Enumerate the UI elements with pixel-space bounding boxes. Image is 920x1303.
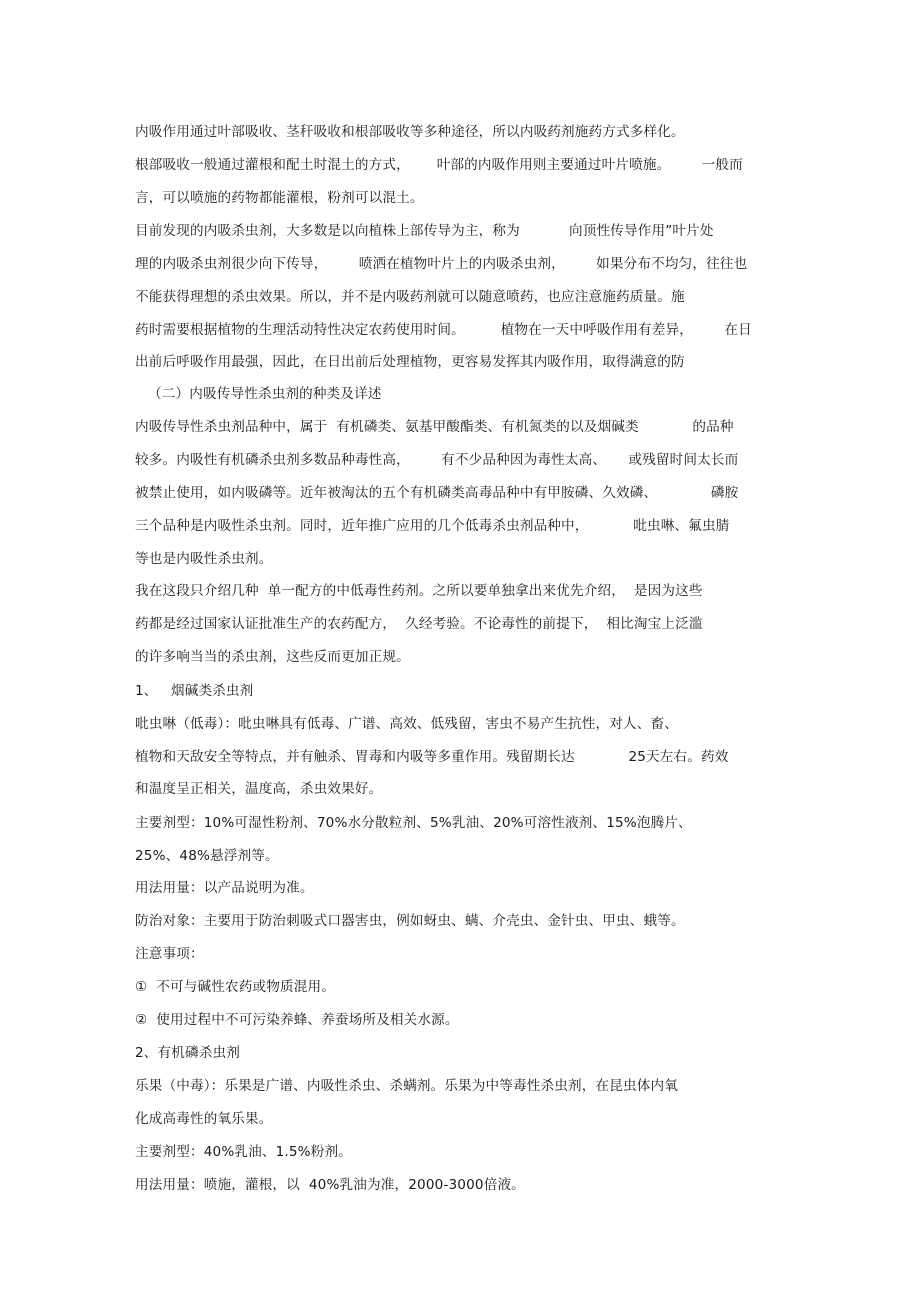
section-heading: （二）内吸传导性杀虫剂的种类及详述 [148, 386, 382, 402]
list-item: ① 不可与碱性农药或物质混用。 [135, 979, 335, 995]
paragraph-line: 我在这段只介绍几种 单一配方的中低毒性药剂。之所以要单独拿出来优先介绍， 是因为这些 [135, 583, 703, 599]
paragraph-line: 注意事项： [135, 946, 204, 962]
paragraph-line: 被禁止使用，如内吸磷等。近年被淘汰的五个有机磷类高毒品种中有甲胺磷、久效磷、 磷胺 [135, 485, 739, 501]
paragraph-line: 出前后呼吸作用最强，因此，在日出前后处理植物，更容易发挥其内吸作用，取得满意的防 [135, 354, 685, 370]
paragraph-line: 内吸作用通过叶部吸收、茎秆吸收和根部吸收等多种途径，所以内吸药剂施药方式多样化。 [135, 124, 685, 140]
paragraph-line: 三个品种是内吸性杀虫剂。同时，近年推广应用的几个低毒杀虫剂品种中， 吡虫啉、氟虫腈 [135, 518, 730, 534]
paragraph-line: 用法用量：喷施，灌根，以 40%乳油为准，2000-3000倍液。 [135, 1177, 525, 1193]
paragraph-line: 25%、48%悬浮剂等。 [135, 848, 279, 864]
paragraph-line: 的许多响当当的杀虫剂，这些反而更加正规。 [135, 649, 410, 665]
paragraph-line: 和温度呈正相关，温度高，杀虫效果好。 [135, 781, 383, 797]
paragraph-line: 较多。内吸性有机磷杀虫剂多数品种毒性高， 有不少品种因为毒性太高、 或残留时间太长而 [135, 452, 739, 468]
paragraph-line: 内吸传导性杀虫剂品种中，属于 有机磷类、氨基甲酸酯类、有机氮类的以及烟碱类 的品种 [135, 419, 734, 435]
paragraph-line: 根部吸收一般通过灌根和配土时混土的方式， 叶部的内吸作用则主要通过叶片喷施。 一般而 [135, 157, 743, 173]
paragraph-line: 主要剂型：10%可湿性粉剂、70%水分散粒剂、5%乳油、20%可溶性液剂、15%泡腾片、 [135, 815, 692, 831]
paragraph-line: 不能获得理想的杀虫效果。所以，并不是内吸药剂就可以随意喷药，也应注意施药质量。施 [135, 289, 685, 305]
paragraph-line: 药时需要根据植物的生理活动特性决定农药使用时间。 植物在一天中呼吸作用有差异， 在日 [135, 322, 752, 338]
paragraph-line: 言，可以喷施的药物都能灌根，粉剂可以混土。 [135, 190, 424, 206]
paragraph-line: 等也是内吸性杀虫剂。 [135, 551, 273, 567]
paragraph-line: 目前发现的内吸杀虫剂，大多数是以向植株上部传导为主，称为 向顶性传导作用”叶片处 [135, 223, 714, 239]
paragraph-line: 乐果（中毒）：乐果是广谱、内吸性杀虫、杀螨剂。乐果为中等毒性杀虫剂，在昆虫体内氧 [135, 1078, 678, 1094]
paragraph-line: 主要剂型：40%乳油、1.5%粉剂。 [135, 1144, 352, 1160]
paragraph-line: 用法用量：以产品说明为准。 [135, 880, 314, 896]
paragraph-line: 理的内吸杀虫剂很少向下传导， 喷洒在植物叶片上的内吸杀虫剂， 如果分布不均匀，往往也 [135, 256, 748, 272]
paragraph-line: 化成高毒性的氧乐果。 [135, 1111, 273, 1127]
paragraph-line: 吡虫啉（低毒）：吡虫啉具有低毒、广谱、高效、低残留，害虫不易产生抗性，对人、畜、 [135, 716, 678, 732]
paragraph-line: 防治对象：主要用于防治刺吸式口器害虫，例如蚜虫、螨、介壳虫、金针虫、甲虫、蛾等。 [135, 913, 685, 929]
subsection-heading: 2、有机磷杀虫剂 [135, 1045, 241, 1061]
paragraph-line: 药都是经过国家认证批准生产的农药配方， 久经考验。不论毒性的前提下， 相比淘宝上泛滥 [135, 616, 703, 632]
subsection-heading: 1、 烟碱类杀虫剂 [135, 683, 254, 699]
paragraph-line: 植物和天敌安全等特点，并有触杀、胃毒和内吸等多重作用。残留期长达 25天左右。药效 [135, 749, 729, 765]
list-item: ② 使用过程中不可污染养蜂、养蚕场所及相关水源。 [135, 1012, 459, 1028]
